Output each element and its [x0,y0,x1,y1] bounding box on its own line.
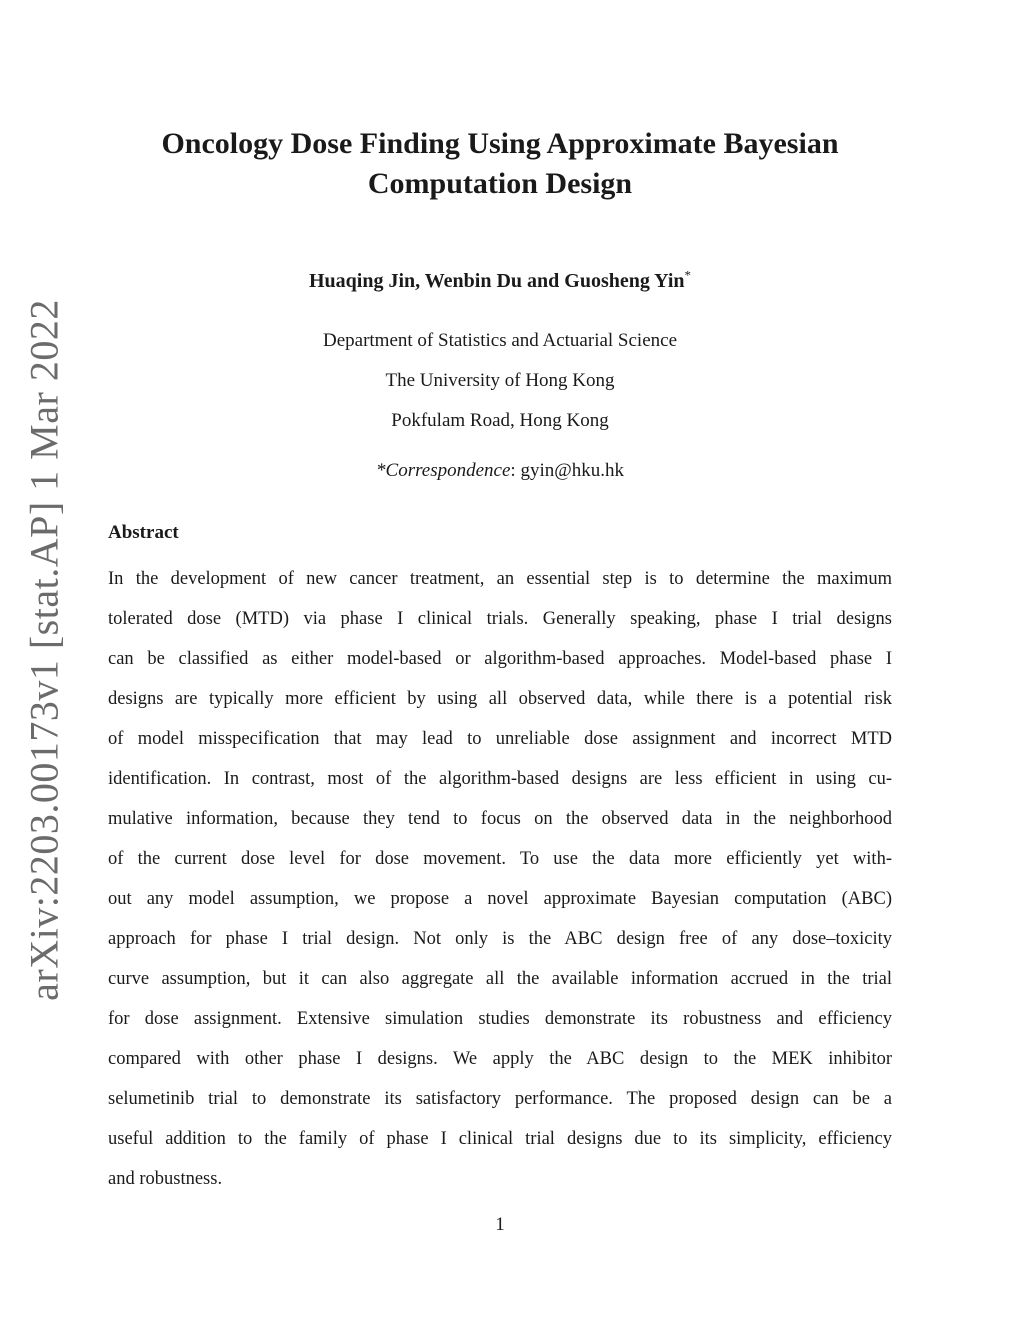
author-list [100,268,900,294]
affiliation-university: The University of Hong Kong [385,370,615,391]
abstract-line: can be classified as either model-based or algorithm-based approaches. Model-based phase I [108,649,892,669]
paper-title [100,124,900,204]
abstract-line: for dose assignment. Extensive simulation studies demonstrate its robustness and efficiency [108,1009,892,1029]
abstract-line: compared with other phase I designs. We apply the ABC design to the MEK inhibitor [108,1049,892,1069]
abstract-line: mulative information, because they tend to focus on the observed data in the neighborhood [108,809,892,829]
abstract-line: approach for phase I trial design. Not only is the ABC design free of any dose–toxicity [108,929,892,949]
correspondence-line [100,459,900,483]
correspondence-label: *Correspondence [376,460,511,481]
abstract-line: and robustness. [108,1169,223,1189]
abstract-line: In the development of new cancer treatment, an essential step is to determine the maximum [108,569,892,589]
affiliation-address: Pokfulam Road, Hong Kong [391,410,609,431]
abstract-line: curve assumption, but it can also aggregate all the available information accrued in the trial [108,969,892,989]
abstract-heading: Abstract [108,522,179,543]
correspondence-separator: : [510,460,521,481]
correspondence-email[interactable]: gyin@hku.hk [520,460,624,481]
abstract-line: of the current dose level for dose movement. To use the data more efficiently yet with- [108,849,892,869]
abstract-line: tolerated dose (MTD) via phase I clinical trials. Generally speaking, phase I trial designs [108,609,892,629]
affiliation-department: Department of Statistics and Actuarial Science [322,330,678,351]
abstract-line: identification. In contrast, most of the algorithm-based designs are less efficient in using cu- [108,769,892,789]
abstract-line: out any model assumption, we propose a novel approximate Bayesian computation (ABC) [108,889,892,909]
abstract-body [108,559,892,1199]
paper-title-text: Oncology Dose Finding Using Approximate Bayesian Computation Design [161,127,839,200]
abstract-line: of model misspecification that may lead to unreliable dose assignment and incorrect MTD [108,729,892,749]
corresponding-author-marker: * [684,267,692,283]
arxiv-identifier-stamp: arXiv:2203.00173v1 [stat.AP] 1 Mar 2022 [21,299,67,1001]
abstract-line: selumetinib trial to demonstrate its satisfactory performance. The proposed design can be a [108,1089,892,1109]
author-names: Huaqing Jin, Wenbin Du and Guosheng Yin [308,270,685,292]
abstract-line: designs are typically more efficient by using all observed data, while there is a potential risk [108,689,892,709]
page-number: 1 [495,1214,505,1235]
abstract-line: useful addition to the family of phase I clinical trial designs due to its simplicity, efficiency [108,1129,892,1149]
